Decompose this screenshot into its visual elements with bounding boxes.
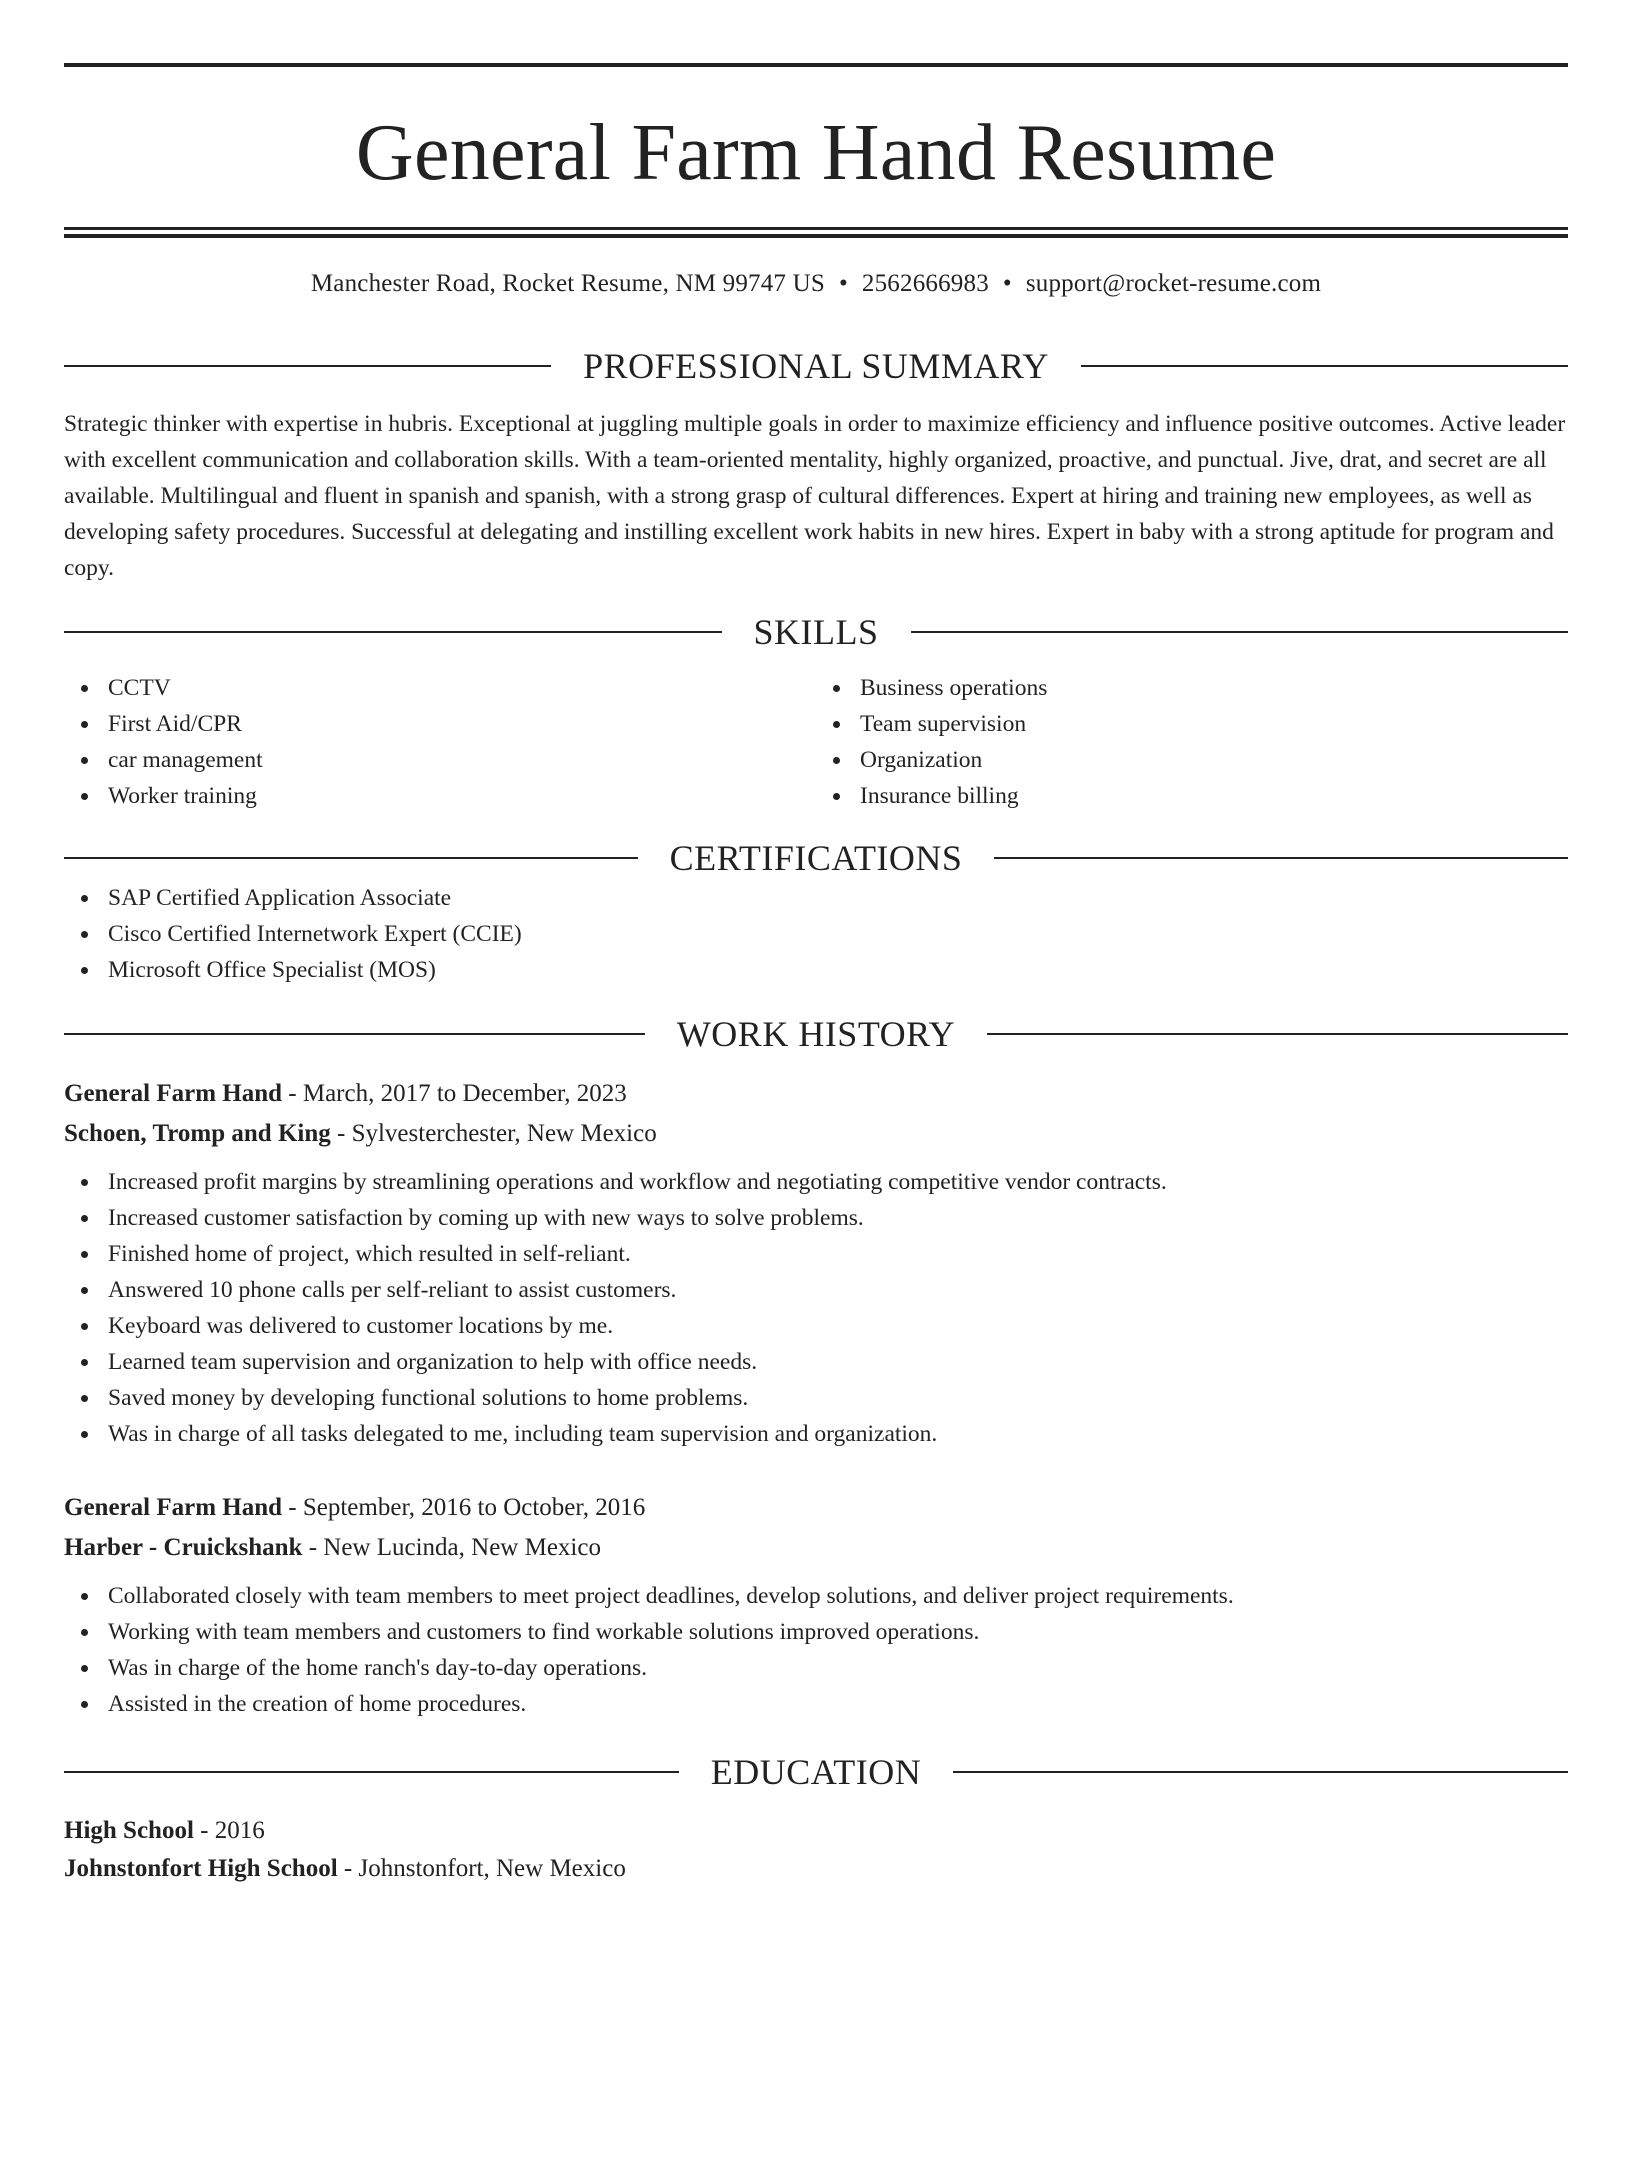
summary-section-heading — [64, 344, 1568, 388]
heading-rule-left — [64, 1033, 645, 1035]
job-location: - Sylvesterchester, New Mexico — [330, 1120, 657, 1147]
education-section-heading — [64, 1750, 1568, 1794]
job-duties-list — [64, 1164, 1568, 1452]
skill-item: Organization — [860, 742, 1568, 778]
section-title: EDUCATION — [710, 1752, 922, 1792]
job-duty-item: Increased customer satisfaction by coming up with new ways to solve problems. — [108, 1200, 1568, 1236]
heading-rule-left — [64, 631, 722, 633]
job-duty-item: Keyboard was delivered to customer locations by me. — [108, 1308, 1568, 1344]
skill-item: Team supervision — [860, 706, 1568, 742]
section-title: CERTIFICATIONS — [669, 838, 963, 878]
skills-list-right — [816, 670, 1568, 814]
job-duty-item: Increased profit margins by streamlining operations and workflow and negotiating competitive vendor contracts. — [108, 1164, 1568, 1200]
skills-column-left — [64, 670, 816, 814]
job-duty-item: Was in charge of the home ranch's day-to-day operations. — [108, 1650, 1568, 1686]
job-company-line — [64, 1528, 1568, 1568]
contact-line — [64, 268, 1568, 300]
job-duty-item: Learned team supervision and organization to help with office needs. — [108, 1344, 1568, 1380]
contact-address: Manchester Road, Rocket Resume, NM 99747 US — [310, 270, 825, 297]
job-duty-item: Working with team members and customers to find workable solutions improved operations. — [108, 1614, 1568, 1650]
job-duty-item: Was in charge of all tasks delegated to me, including team supervision and organization. — [108, 1416, 1568, 1452]
job-title-line — [64, 1074, 1568, 1114]
education-entry — [64, 1812, 1568, 1888]
top-rule — [64, 63, 1568, 67]
job-entry — [64, 1074, 1568, 1452]
education-school: Johnstonfort High School — [64, 1855, 338, 1882]
job-duty-item: Finished home of project, which resulted in self-reliant. — [108, 1236, 1568, 1272]
job-location: - New Lucinda, New Mexico — [302, 1534, 601, 1561]
contact-email: support@rocket-resume.com — [1025, 270, 1322, 297]
job-entry — [64, 1488, 1568, 1722]
resume-title: General Farm Hand Resume — [355, 109, 1277, 197]
job-duty-item: Assisted in the creation of home procedures. — [108, 1686, 1568, 1722]
professional-summary-text: Strategic thinker with expertise in hubris. Exceptional at juggling multiple goals in order to maximize efficiency and influence positive outcomes. Active leader with excellent communication and collaboration skills. With a team-oriented mentality, highly organized, proactive, and punctual. Jive, drat, and secret are all available. Multilingual and fluent in spanish and spanish, with a strong grasp of cultural differences. Expert at hiring and training new employees, as well as developing safety procedures. Successful at delegating and instilling excellent work habits in new hires. Expert in baby with a strong aptitude for program and copy. — [64, 411, 1566, 581]
job-duty-item: Saved money by developing functional solutions to home problems. — [108, 1380, 1568, 1416]
contact-phone: 2562666983 — [861, 270, 989, 297]
skill-item: CCTV — [108, 670, 816, 706]
heading-rule-right — [994, 857, 1568, 859]
job-company-line — [64, 1114, 1568, 1154]
work-history-section-heading — [64, 1012, 1568, 1056]
heading-rule-right — [987, 1033, 1568, 1035]
job-dates: - September, 2016 to October, 2016 — [282, 1494, 646, 1521]
skills-column-right — [816, 670, 1568, 814]
job-duty-item: Collaborated closely with team members to meet project deadlines, develop solutions, and deliver project requirements. — [108, 1578, 1568, 1614]
education-school-line — [64, 1850, 1568, 1888]
heading-rule-right — [953, 1771, 1568, 1773]
contact-separator: • — [1002, 270, 1012, 297]
job-dates: - March, 2017 to December, 2023 — [282, 1080, 627, 1107]
education-year: - 2016 — [193, 1817, 265, 1844]
job-title: General Farm Hand — [64, 1080, 283, 1107]
section-title: SKILLS — [753, 612, 879, 652]
title-double-rule — [64, 227, 1568, 238]
section-title: WORK HISTORY — [676, 1014, 956, 1054]
skill-item: Business operations — [860, 670, 1568, 706]
job-duty-item: Answered 10 phone calls per self-reliant to assist customers. — [108, 1272, 1568, 1308]
heading-rule-left — [64, 857, 638, 859]
education-degree: High School — [64, 1817, 194, 1844]
heading-rule-right — [911, 631, 1569, 633]
skills-section-heading — [64, 610, 1568, 654]
heading-rule-left — [64, 1771, 679, 1773]
job-title-line — [64, 1488, 1568, 1528]
job-duties-list — [64, 1578, 1568, 1722]
skill-item: Worker training — [108, 778, 816, 814]
job-company: Schoen, Tromp and King — [64, 1120, 331, 1147]
resume-page — [0, 63, 1632, 2175]
certifications-section-heading — [64, 836, 1568, 880]
certification-item: Cisco Certified Internetwork Expert (CCIE) — [108, 916, 1568, 952]
skill-item: First Aid/CPR — [108, 706, 816, 742]
skills-list-left — [64, 670, 816, 814]
skill-item: car management — [108, 742, 816, 778]
certifications-list — [64, 880, 1568, 988]
skill-item: Insurance billing — [860, 778, 1568, 814]
job-company: Harber - Cruickshank — [64, 1534, 303, 1561]
skills-grid — [64, 670, 1568, 814]
section-title: PROFESSIONAL SUMMARY — [583, 346, 1049, 386]
certification-item: SAP Certified Application Associate — [108, 880, 1568, 916]
contact-separator: • — [838, 270, 848, 297]
education-location: - Johnstonfort, New Mexico — [337, 1855, 626, 1882]
education-degree-line — [64, 1812, 1568, 1850]
heading-rule-right — [1081, 365, 1568, 367]
heading-rule-left — [64, 365, 551, 367]
certification-item: Microsoft Office Specialist (MOS) — [108, 952, 1568, 988]
job-title: General Farm Hand — [64, 1494, 283, 1521]
